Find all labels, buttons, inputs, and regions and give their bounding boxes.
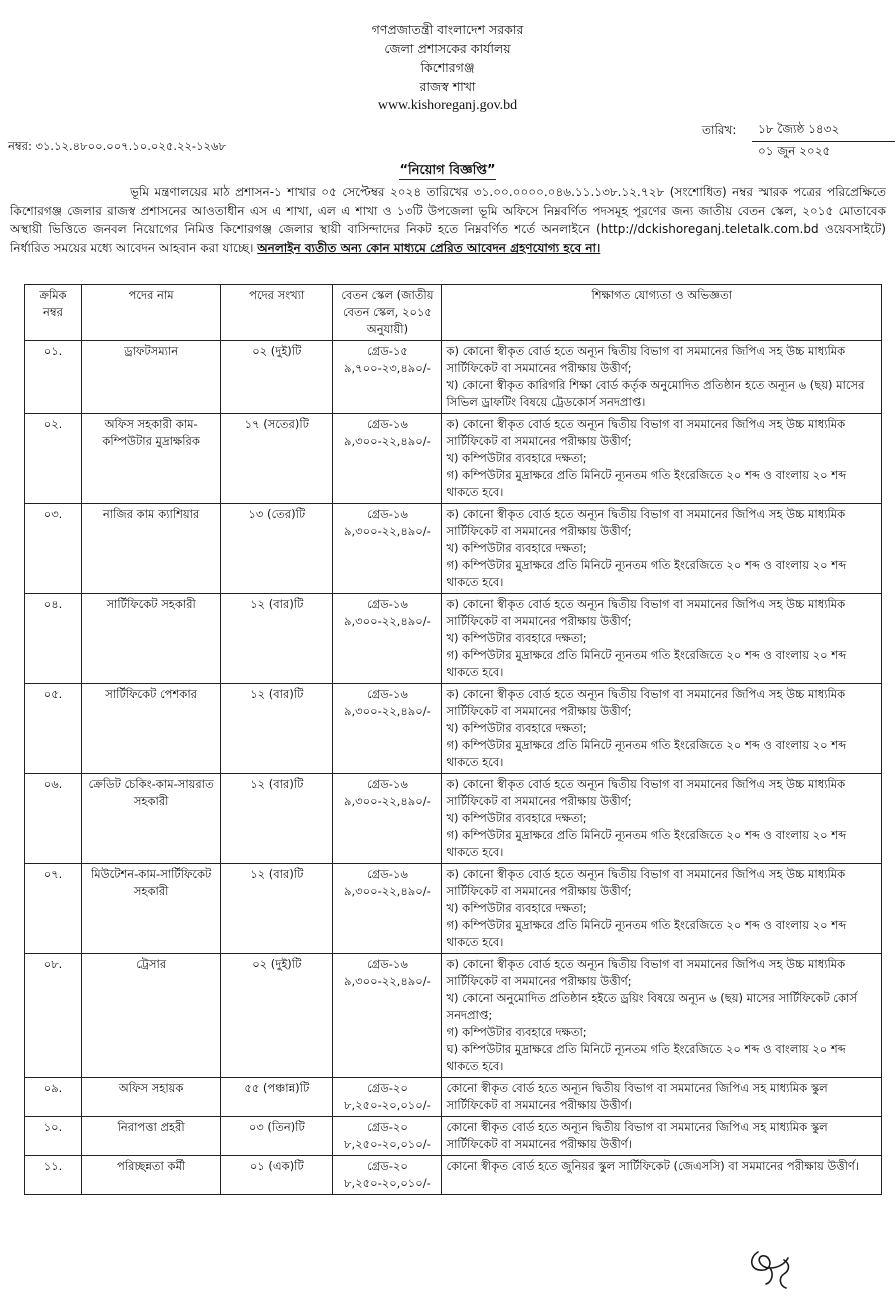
row-grade: গ্রেড-১৬ <box>366 507 408 521</box>
qualification-item: ক) কোনো স্বীকৃত বোর্ড হতে অন্যূন দ্বিতীয় বিভাগ বা সমমানের জিপিএ সহ উচ্চ মাধ্যমিক সার্টিফিকেট বা সমমানের পরীক্ষায় উত্তীর্ণ; <box>446 957 846 988</box>
qualification-item: গ) কম্পিউটার মুদ্রাক্ষরে প্রতি মিনিটে ন্যূনতম গতি ইংরেজিতে ২০ শব্দ ও বাংলায় ২০ শব্দ থাকতে হবে। <box>446 738 847 769</box>
row-serial: ০৯. <box>25 1078 82 1117</box>
posts-table-body <box>25 341 882 1195</box>
row-pay-scale <box>333 414 442 504</box>
govt-name: গণপ্রজাতন্ত্রী বাংলাদেশ সরকার <box>371 22 524 37</box>
row-qualification <box>442 684 882 774</box>
row-qualification <box>442 774 882 864</box>
row-post-name: ট্রেসার <box>82 954 221 1078</box>
row-qualification <box>442 954 882 1078</box>
row-grade: গ্রেড-২০ <box>366 1159 408 1173</box>
row-pay-range: ৯,৩০০-২২,৪৯০/- <box>344 524 431 538</box>
row-post-name: অফিস সহকারী কাম-কম্পিউটার মুদ্রাক্ষরিক <box>82 414 221 504</box>
header-post: পদের নাম <box>82 285 221 341</box>
table-row <box>25 504 882 594</box>
row-post-name: অফিস সহায়ক <box>82 1078 221 1117</box>
memo-number: নম্বর: ৩১.১২.৪৮০০.০০৭.১০.০২৫.২২-১২৬৮ <box>8 139 226 153</box>
row-qualification <box>442 341 882 414</box>
posts-table <box>24 284 882 1195</box>
row-post-name: সার্টিফিকেট সহকারী <box>82 594 221 684</box>
row-qualification <box>442 1117 882 1156</box>
notice-title <box>0 161 895 182</box>
qualification-item: গ) কম্পিউটার ব্যবহারে দক্ষতা; <box>446 1025 587 1039</box>
table-row <box>25 594 882 684</box>
row-pay-scale <box>333 594 442 684</box>
row-grade: গ্রেড-১৬ <box>366 867 408 881</box>
table-row <box>25 684 882 774</box>
row-serial: ০৩. <box>25 504 82 594</box>
row-serial: ০৮. <box>25 954 82 1078</box>
table-row <box>25 341 882 414</box>
qualification-item: ক) কোনো স্বীকৃত বোর্ড হতে অন্যূন দ্বিতীয় বিভাগ বা সমমানের জিপিএ সহ উচ্চ মাধ্যমিক সার্টিফিকেট বা সমমানের পরীক্ষায় উত্তীর্ণ; <box>446 687 846 718</box>
row-grade: গ্রেড-২০ <box>366 1120 408 1134</box>
row-pay-range: ৯,৩০০-২২,৪৯০/- <box>344 884 431 898</box>
row-grade: গ্রেড-১৬ <box>366 957 408 971</box>
row-grade: গ্রেড-১৫ <box>366 344 408 358</box>
qualification-item: ক) কোনো স্বীকৃত বোর্ড হতে অন্যূন দ্বিতীয় বিভাগ বা সমমানের জিপিএ সহ উচ্চ মাধ্যমিক সার্টিফিকেট বা সমমানের পরীক্ষায় উত্তীর্ণ; <box>446 777 846 808</box>
qualification-item: খ) কম্পিউটার ব্যবহারে দক্ষতা; <box>446 721 587 735</box>
row-pay-scale <box>333 1156 442 1195</box>
row-pay-scale <box>333 504 442 594</box>
table-row <box>25 1156 882 1195</box>
qualification-item: গ) কম্পিউটার মুদ্রাক্ষরে প্রতি মিনিটে ন্যূনতম গতি ইংরেজিতে ২০ শব্দ ও বাংলায় ২০ শব্দ থাকতে হবে। <box>446 468 847 499</box>
row-pay-range: ৮,২৫০-২০,০১০/- <box>344 1176 431 1190</box>
row-pay-scale <box>333 774 442 864</box>
qualification-item: খ) কম্পিউটার ব্যবহারে দক্ষতা; <box>446 901 587 915</box>
row-pay-range: ৯,৭০০-২৩,৪৯০/- <box>344 361 431 375</box>
table-header-row <box>25 285 882 341</box>
row-pay-scale <box>333 341 442 414</box>
row-pay-scale <box>333 1117 442 1156</box>
qualification-item: খ) কম্পিউটার ব্যবহারে দক্ষতা; <box>446 811 587 825</box>
date-block <box>702 121 895 163</box>
row-qualification <box>442 1156 882 1195</box>
row-post-count: ১২ (বার)টি <box>221 774 333 864</box>
qualification-item: ক) কোনো স্বীকৃত বোর্ড হতে অন্যূন দ্বিতীয় বিভাগ বা সমমানের জিপিএ সহ উচ্চ মাধ্যমিক সার্টিফিকেট বা সমমানের পরীক্ষায় উত্তীর্ণ; <box>446 344 846 375</box>
row-post-count: ১২ (বার)টি <box>221 684 333 774</box>
qualification-item: খ) কম্পিউটার ব্যবহারে দক্ষতা; <box>446 451 587 465</box>
row-post-count: ১২ (বার)টি <box>221 594 333 684</box>
row-pay-range: ৯,৩০০-২২,৪৯০/- <box>344 434 431 448</box>
row-post-name: সার্টিফিকেট পেশকার <box>82 684 221 774</box>
qualification-item: খ) কোনো অনুমোদিত প্রতিষ্ঠান হইতে ড্রয়িং বিষয়ে অন্যূন ৬ (ছয়) মাসের সার্টিফিকেট কোর্স সনদপ্রাপ্ত; <box>446 991 857 1022</box>
qualification-item: গ) কম্পিউটার মুদ্রাক্ষরে প্রতি মিনিটে ন্যূনতম গতি ইংরেজিতে ২০ শব্দ ও বাংলায় ২০ শব্দ থাকতে হবে। <box>446 918 847 949</box>
district-name: কিশোরগঞ্জ <box>420 60 475 75</box>
row-grade: গ্রেড-১৬ <box>366 597 408 611</box>
row-pay-scale <box>333 684 442 774</box>
qualification-item: গ) কম্পিউটার মুদ্রাক্ষরে প্রতি মিনিটে ন্যূনতম গতি ইংরেজিতে ২০ শব্দ ও বাংলায় ২০ শব্দ থাকতে হবে। <box>446 828 847 859</box>
qualification-item: কোনো স্বীকৃত বোর্ড হতে অন্যূন দ্বিতীয় বিভাগ বা সমমানের জিপিএ সহ মাধ্যমিক স্কুল সার্টিফিকেট বা সমমানের পরীক্ষায় উত্তীর্ণ। <box>446 1081 828 1112</box>
row-serial: ১০. <box>25 1117 82 1156</box>
row-grade: গ্রেড-১৬ <box>366 777 408 791</box>
row-qualification <box>442 864 882 954</box>
row-post-count: ৫৫ (পঞ্চান্ন)টি <box>221 1078 333 1117</box>
intro-text: ভূমি মন্ত্রণালয়ের মাঠ প্রশাসন-১ শাখার ০৫ সেপ্টেম্বর ২০২৪ তারিখের ৩১.০০.০০০০.০৪৬.১১.১৩৮.১২.৭২৮ (সংশোধিত) নম্বর স্মারক পত্রের পরিপ্রেক্ষিতে কিশোরগঞ্জ জেলার রাজস্ব প্রশাসনের আওতাধীন এস এ শাখা, এল এ শাখা ও ১৩টি উপজেলা ভূমি অফিসে নিম্নবর্ণিত পদসমূহ পূরণের জন্য জাতীয় বেতন স্কেল, ২০১৫ মোতাবেক অস্থায়ী ভিত্তিতে জনবল নিয়োগের নিমিত্ত কিশোরগঞ্জ জেলার স্থায়ী বাসিন্দাদের নিকট হতে নিম্নবর্ণিত শর্তে অনলাইনে (http://dckishoreganj.teletalk.com.bd ওয়েবসাইটে) নির্ধারিত সময়ের মধ্যে আবেদন আহবান করা যাচ্ছে। <box>10 185 886 255</box>
row-serial: ০১. <box>25 341 82 414</box>
row-pay-scale <box>333 864 442 954</box>
row-grade: গ্রেড-১৬ <box>366 417 408 431</box>
signature-mark <box>740 1238 810 1293</box>
row-post-name: মিউটেশন-কাম-সার্টিফিকেট সহকারী <box>82 864 221 954</box>
qualification-item: ঘ) কম্পিউটার মুদ্রাক্ষরে প্রতি মিনিটে ন্যূনতম গতি ইংরেজিতে ২০ শব্দ ও বাংলায় ২০ শব্দ থাকতে হবে। <box>446 1042 846 1073</box>
row-grade: গ্রেড-১৬ <box>366 687 408 701</box>
row-pay-range: ৯,৩০০-২২,৪৯০/- <box>344 794 431 808</box>
website-link[interactable]: www.kishoreganj.gov.bd <box>377 98 518 113</box>
row-pay-range: ৮,২৫০-২০,০১০/- <box>344 1137 431 1151</box>
row-post-count: ০১ (এক)টি <box>221 1156 333 1195</box>
row-qualification <box>442 1078 882 1117</box>
row-post-count: ১৩ (তের)টি <box>221 504 333 594</box>
row-grade: গ্রেড-২০ <box>366 1081 408 1095</box>
qualification-item: খ) কম্পিউটার ব্যবহারে দক্ষতা; <box>446 541 587 555</box>
row-qualification <box>442 414 882 504</box>
row-post-count: ০২ (দুই)টি <box>221 341 333 414</box>
row-pay-range: ৯,৩০০-২২,৪৯০/- <box>344 704 431 718</box>
row-qualification <box>442 504 882 594</box>
row-pay-scale <box>333 954 442 1078</box>
table-row <box>25 1117 882 1156</box>
branch-name: রাজস্ব শাখা <box>419 79 476 94</box>
row-post-count: ১৭ (সতের)টি <box>221 414 333 504</box>
row-serial: ০৫. <box>25 684 82 774</box>
qualification-item: খ) কোনো স্বীকৃত কারিগরি শিক্ষা বোর্ড কর্তৃক অনুমোদিত প্রতিষ্ঠান হতে অন্যূন ৬ (ছয়) মাসের সিভিল ড্রাফটিং বিষয়ে ট্রেডকোর্স সনদপ্রাপ্ত। <box>446 378 865 409</box>
qualification-item: ক) কোনো স্বীকৃত বোর্ড হতে অন্যূন দ্বিতীয় বিভাগ বা সমমানের জিপিএ সহ উচ্চ মাধ্যমিক সার্টিফিকেট বা সমমানের পরীক্ষায় উত্তীর্ণ; <box>446 507 846 538</box>
office-header <box>0 20 895 115</box>
qualification-item: ক) কোনো স্বীকৃত বোর্ড হতে অন্যূন দ্বিতীয় বিভাগ বা সমমানের জিপিএ সহ উচ্চ মাধ্যমিক সার্টিফিকেট বা সমমানের পরীক্ষায় উত্তীর্ণ; <box>446 867 846 898</box>
qualification-item: গ) কম্পিউটার মুদ্রাক্ষরে প্রতি মিনিটে ন্যূনতম গতি ইংরেজিতে ২০ শব্দ ও বাংলায় ২০ শব্দ থাকতে হবে। <box>446 558 847 589</box>
qualification-item: কোনো স্বীকৃত বোর্ড হতে অন্যূন দ্বিতীয় বিভাগ বা সমমানের জিপিএ সহ মাধ্যমিক স্কুল সার্টিফিকেট বা সমমানের পরীক্ষায় উত্তীর্ণ। <box>446 1120 828 1151</box>
row-post-name: ড্রাফটসম্যান <box>82 341 221 414</box>
header-count: পদের সংখ্যা <box>221 285 333 341</box>
date-label: তারিখ: <box>702 122 737 137</box>
row-pay-range: ৯,৩০০-২২,৪৯০/- <box>344 614 431 628</box>
date-bangla: ১৮ জ্যৈষ্ঠ ১৪৩২ <box>752 121 895 142</box>
row-pay-range: ৮,২৫০-২০,০১০/- <box>344 1098 431 1112</box>
qualification-item: ক) কোনো স্বীকৃত বোর্ড হতে অন্যূন দ্বিতীয় বিভাগ বা সমমানের জিপিএ সহ উচ্চ মাধ্যমিক সার্টিফিকেট বা সমমানের পরীক্ষায় উত্তীর্ণ; <box>446 597 846 628</box>
row-post-name: ক্রেডিট চেকিং-কাম-সায়রাত সহকারী <box>82 774 221 864</box>
table-row <box>25 954 882 1078</box>
table-row <box>25 1078 882 1117</box>
qualification-item: গ) কম্পিউটার মুদ্রাক্ষরে প্রতি মিনিটে ন্যূনতম গতি ইংরেজিতে ২০ শব্দ ও বাংলায় ২০ শব্দ থাকতে হবে। <box>446 648 847 679</box>
row-qualification <box>442 594 882 684</box>
row-pay-range: ৯,৩০০-২২,৪৯০/- <box>344 974 431 988</box>
row-post-name: পরিচ্ছন্নতা কর্মী <box>82 1156 221 1195</box>
header-scale: বেতন স্কেল (জাতীয় বেতন স্কেল, ২০১৫ অনুযায়ী) <box>333 285 442 341</box>
row-serial: ১১. <box>25 1156 82 1195</box>
qualification-item: কোনো স্বীকৃত বোর্ড হতে জুনিয়র স্কুল সার্টিফিকেট (জেএসসি) বা সমমানের পরীক্ষায় উত্তীর্ণ। <box>446 1159 859 1173</box>
header-qualification: শিক্ষাগত যোগ্যতা ও অভিজ্ঞতা <box>442 285 882 341</box>
row-post-name: নাজির কাম ক্যাশিয়ার <box>82 504 221 594</box>
row-serial: ০৭. <box>25 864 82 954</box>
row-post-count: ১২ (বার)টি <box>221 864 333 954</box>
date-english: ০১ জুন ২০২৫ <box>758 143 831 158</box>
table-row <box>25 774 882 864</box>
row-serial: ০২. <box>25 414 82 504</box>
table-row <box>25 414 882 504</box>
office-name: জেলা প্রশাসকের কার্যালয় <box>384 41 511 56</box>
qualification-item: ক) কোনো স্বীকৃত বোর্ড হতে অন্যূন দ্বিতীয় বিভাগ বা সমমানের জিপিএ সহ উচ্চ মাধ্যমিক সার্টিফিকেট বা সমমানের পরীক্ষায় উত্তীর্ণ; <box>446 417 846 448</box>
intro-paragraph <box>10 183 886 257</box>
qualification-item: খ) কম্পিউটার ব্যবহারে দক্ষতা; <box>446 631 587 645</box>
row-pay-scale <box>333 1078 442 1117</box>
row-serial: ০৪. <box>25 594 82 684</box>
row-post-name: নিরাপত্তা প্রহরী <box>82 1117 221 1156</box>
notice-title-text: “নিয়োগ বিজ্ঞপ্তি” <box>399 163 496 178</box>
row-post-count: ০২ (দুই)টি <box>221 954 333 1078</box>
intro-emphasis: অনলাইন ব্যতীত অন্য কোন মাধ্যমে প্রেরিত আবেদন গ্রহণযোগ্য হবে না। <box>257 240 601 255</box>
row-serial: ০৬. <box>25 774 82 864</box>
header-serial: ক্রমিক নম্বর <box>25 285 82 341</box>
row-post-count: ০৩ (তিন)টি <box>221 1117 333 1156</box>
table-row <box>25 864 882 954</box>
